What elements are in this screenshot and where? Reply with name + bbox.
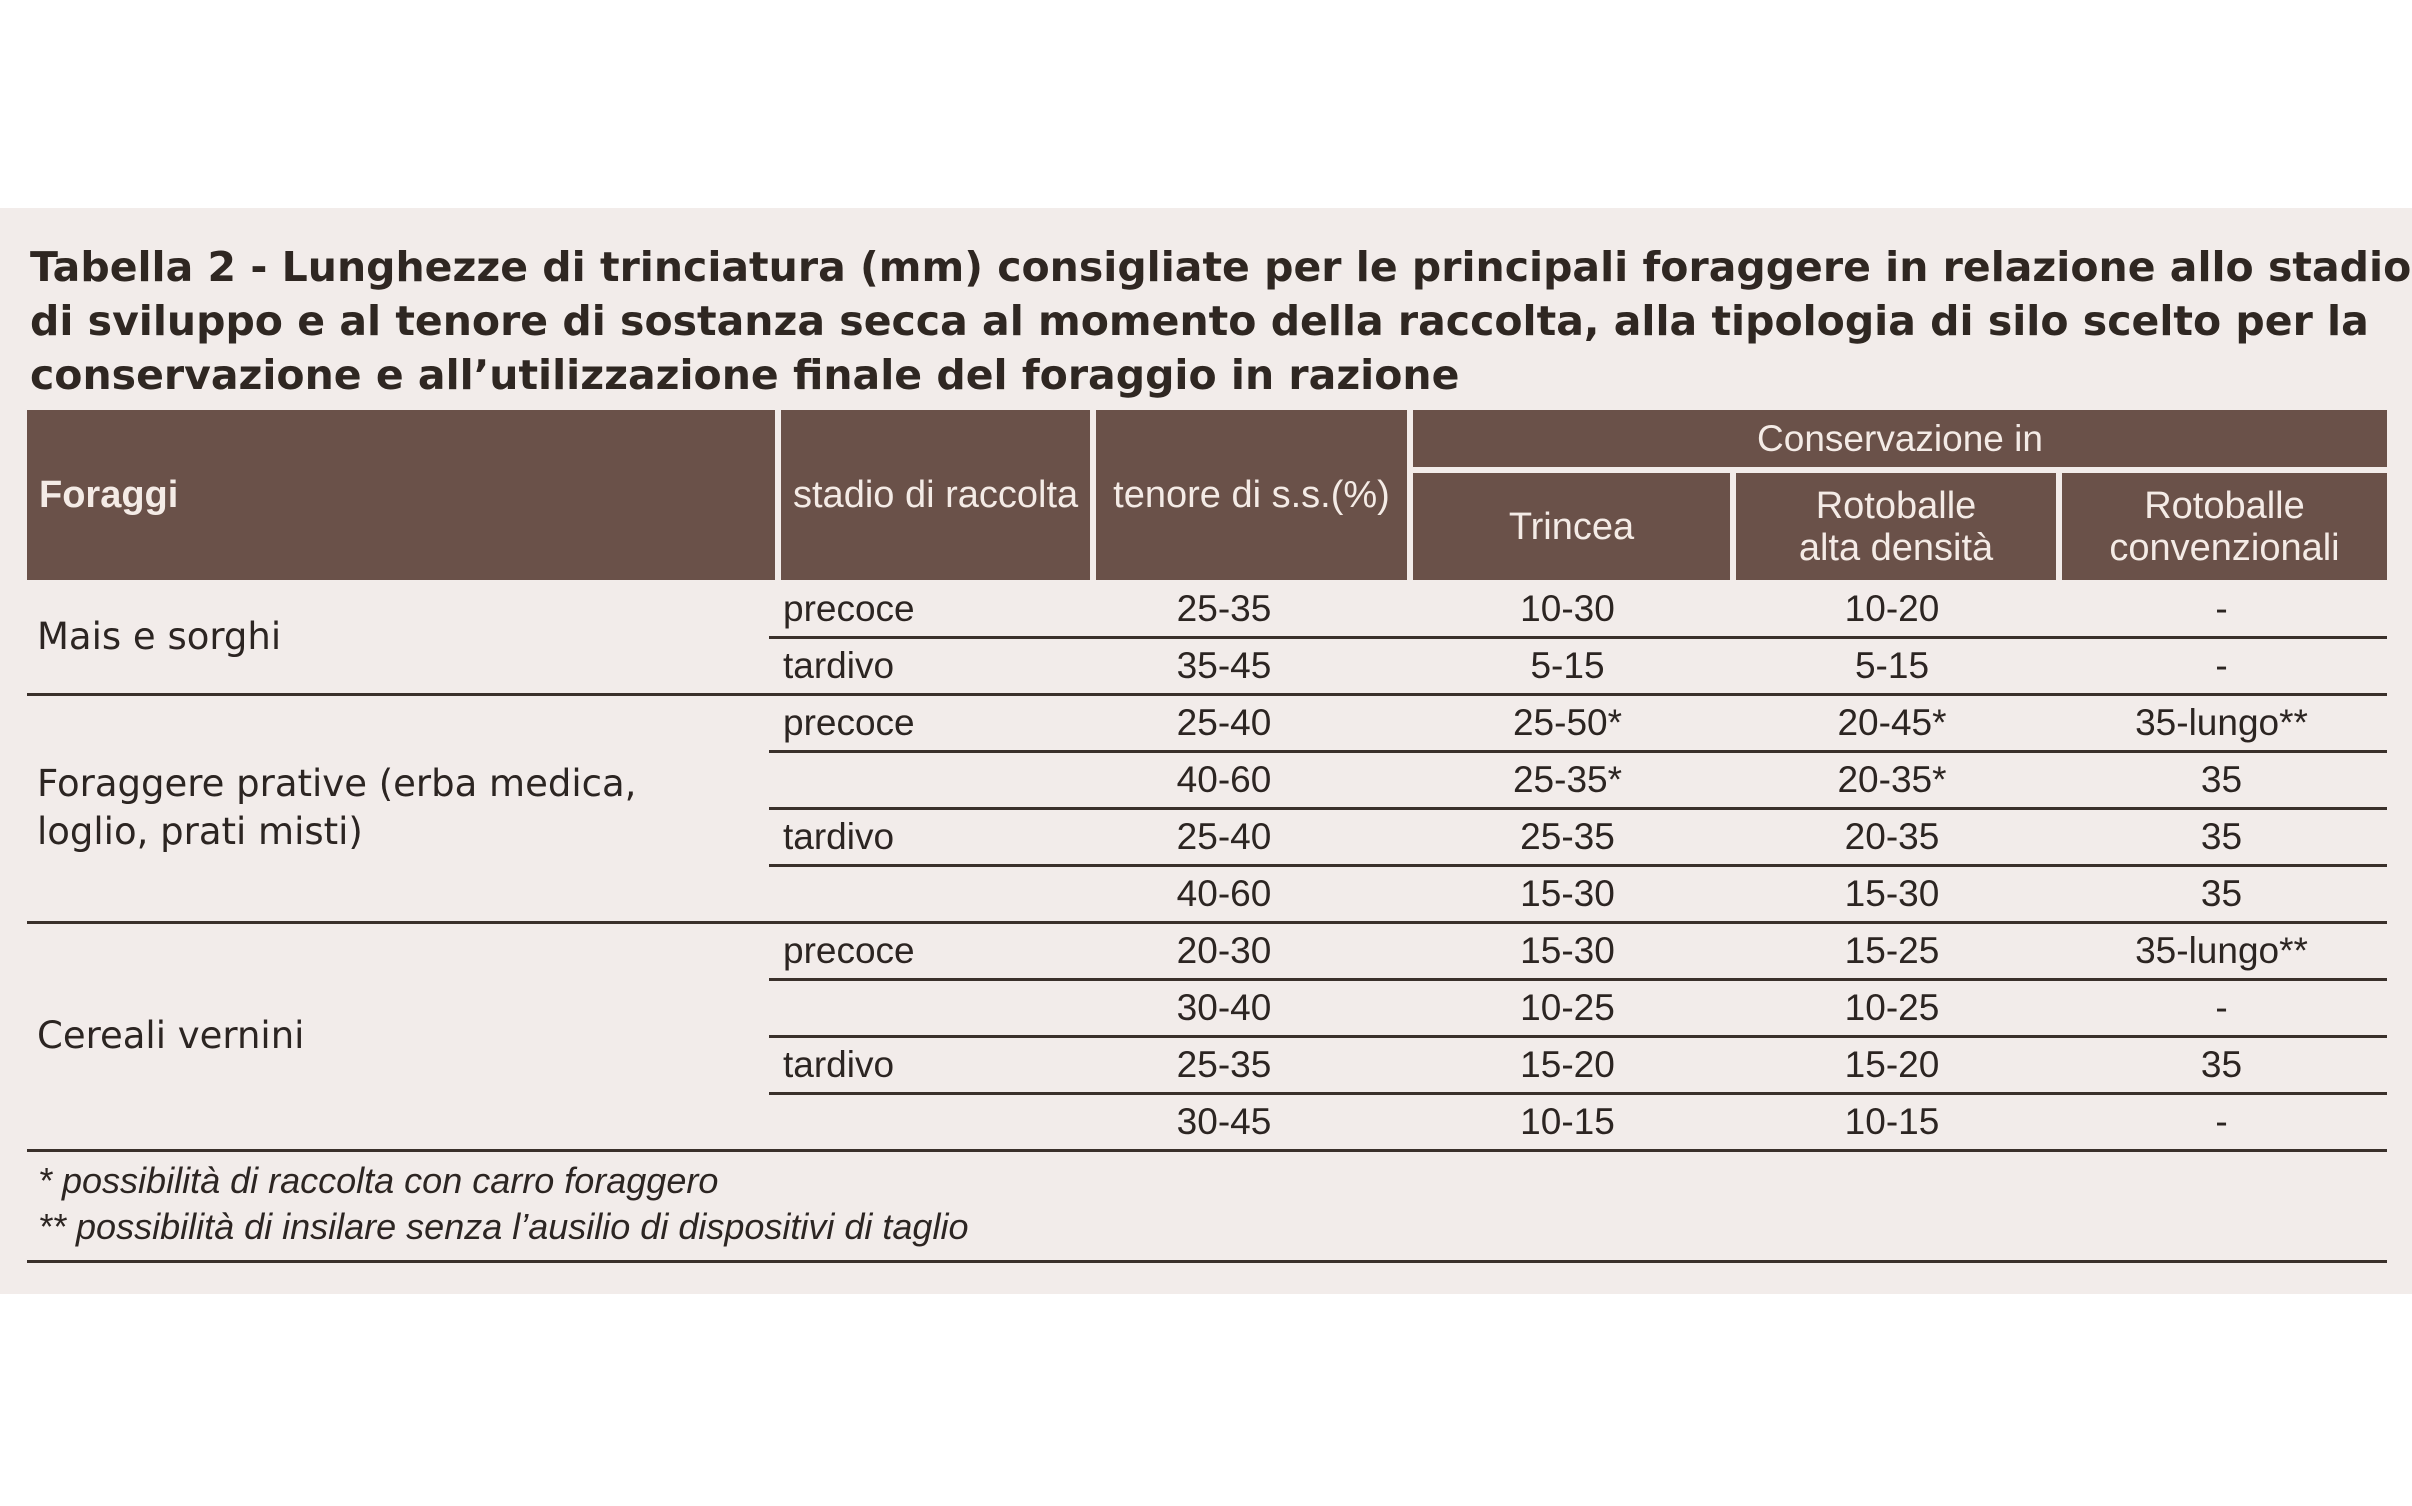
cell-rotoballe-conv: 35 (2200, 873, 2243, 914)
cell-trincea: 25-35* (1512, 759, 1623, 800)
caption-line: Tabella 2 - Lunghezze di trinciatura (mm) consigliate per le principali foraggere in relazione allo stadio (30, 243, 2412, 291)
cell-stadio (783, 753, 1083, 807)
bottom-rule (27, 1260, 2387, 1263)
cell-tenore-ss: 30-40 (1176, 987, 1272, 1028)
table-row (769, 696, 2387, 753)
group-label (37, 1012, 737, 1060)
cell-stadio (783, 1095, 1083, 1149)
cell-tenore-ss: 30-45 (1176, 1101, 1272, 1142)
table-row (769, 639, 2387, 696)
cell-stadio: precoce (783, 930, 915, 971)
cell-tenore-ss: 35-45 (1176, 645, 1272, 686)
table-row (769, 582, 2387, 639)
footnote: * possibilità di raccolta con carro foraggero (38, 1160, 719, 1201)
cell-stadio (783, 867, 1083, 921)
header-label-line: Rotoballe (1815, 484, 1977, 527)
group-label (37, 613, 737, 661)
table-body (27, 582, 2387, 1152)
cell-stadio: tardivo (783, 816, 895, 857)
group-separator (27, 1149, 2387, 1152)
cell-rotoballe-conv: 35-lungo** (2135, 930, 2308, 971)
header-label-line: convenzionali (2109, 526, 2340, 569)
cell-tenore-ss: 20-30 (1176, 930, 1272, 971)
cell-stadio: tardivo (783, 1044, 895, 1085)
table-row (769, 753, 2387, 810)
cell-tenore-ss: 40-60 (1176, 759, 1272, 800)
header-rotoballe-alta-densita (1736, 473, 2056, 580)
cell-trincea: 10-25 (1520, 987, 1615, 1028)
cell-trincea: 15-30 (1520, 873, 1615, 914)
group-label (37, 760, 737, 856)
cell-rotoballe-alta: 15-30 (1844, 873, 1940, 914)
table-row (769, 1095, 2387, 1152)
cell-rotoballe-alta: 20-35 (1844, 816, 1940, 857)
cell-stadio: precoce (783, 702, 915, 743)
header-stadio-di-raccolta: stadio di raccolta (781, 410, 1090, 580)
cell-rotoballe-alta: 20-35* (1837, 759, 1947, 800)
table-header (27, 410, 2387, 580)
cell-trincea: 5-15 (1530, 645, 1605, 686)
cell-rotoballe-conv: 35-lungo** (2135, 702, 2308, 743)
cell-rotoballe-alta: 10-15 (1844, 1101, 1940, 1142)
cell-rotoballe-conv: - (2215, 987, 2228, 1028)
cell-rotoballe-conv: 35 (2200, 1044, 2243, 1085)
cell-rotoballe-alta: 10-20 (1844, 588, 1940, 629)
cell-rotoballe-alta: 20-45* (1837, 702, 1947, 743)
cell-trincea: 25-50* (1512, 702, 1623, 743)
table-footnotes (38, 1158, 1538, 1250)
table-row (769, 810, 2387, 867)
cell-trincea: 15-30 (1520, 930, 1615, 971)
cell-rotoballe-conv: 35 (2200, 759, 2243, 800)
caption-line: conservazione e all’utilizzazione finale del foraggio in razione (30, 351, 1460, 399)
cell-tenore-ss: 25-35 (1176, 588, 1272, 629)
cell-trincea: 15-20 (1520, 1044, 1615, 1085)
cell-stadio (783, 981, 1083, 1035)
cell-tenore-ss: 25-35 (1176, 1044, 1272, 1085)
table-caption (30, 240, 2412, 402)
cell-tenore-ss: 25-40 (1176, 816, 1272, 857)
cell-rotoballe-conv: - (2215, 645, 2228, 686)
group-label-line: Cereali vernini (37, 1014, 305, 1057)
cell-rotoballe-conv: 35 (2200, 816, 2243, 857)
cell-rotoballe-alta: 15-20 (1844, 1044, 1940, 1085)
footnote: ** possibilità di insilare senza l’ausilio di dispositivi di taglio (38, 1206, 969, 1247)
cell-rotoballe-alta: 5-15 (1854, 645, 1930, 686)
header-rotoballe-convenzionali (2062, 473, 2387, 580)
group-label-line: Mais e sorghi (37, 615, 282, 658)
header-tenore-ss: tenore di s.s.(%) (1096, 410, 1407, 580)
cell-trincea: 25-35 (1520, 816, 1615, 857)
table-row (769, 981, 2387, 1038)
cell-stadio: precoce (783, 588, 915, 629)
cell-rotoballe-conv: - (2215, 1101, 2228, 1142)
group-label-line: Foraggere prative (erba medica, (37, 762, 637, 805)
header-foraggi: Foraggi (27, 410, 775, 580)
header-trincea: Trincea (1413, 473, 1730, 580)
cell-trincea: 10-30 (1520, 588, 1615, 629)
header-label-line: Rotoballe (2144, 484, 2305, 527)
cell-tenore-ss: 25-40 (1176, 702, 1272, 743)
cell-rotoballe-alta: 15-25 (1844, 930, 1940, 971)
table-row (769, 1038, 2387, 1095)
table-row (769, 924, 2387, 981)
header-conservazione-in: Conservazione in (1413, 410, 2387, 467)
cell-tenore-ss: 40-60 (1176, 873, 1272, 914)
cell-trincea: 10-15 (1520, 1101, 1615, 1142)
cell-rotoballe-conv: - (2215, 588, 2228, 629)
cell-rotoballe-alta: 10-25 (1844, 987, 1940, 1028)
table-sheet (0, 208, 2412, 1294)
caption-line: di sviluppo e al tenore di sostanza secca al momento della raccolta, alla tipologia di silo scelto per la (30, 297, 2369, 345)
cell-stadio: tardivo (783, 645, 895, 686)
group-label-line: loglio, prati misti) (37, 810, 363, 853)
table-row (769, 867, 2387, 924)
header-label-line: alta densità (1798, 526, 1994, 569)
